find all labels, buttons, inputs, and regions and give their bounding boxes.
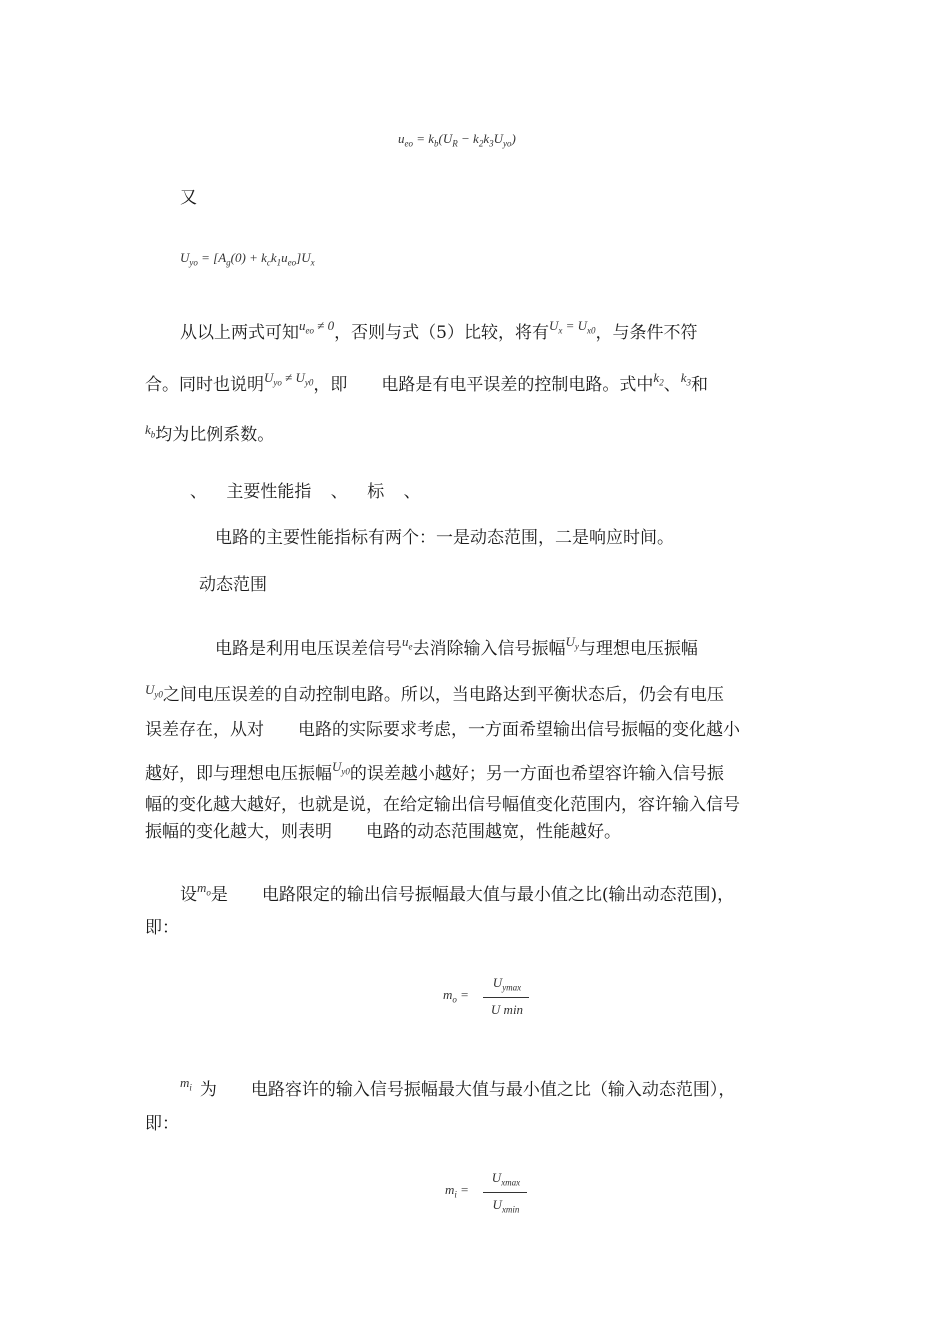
- para2-line4: [145, 759, 724, 791]
- fraction-mi: [445, 1170, 535, 1218]
- para1-text-f: 电路是有电平误差的控制电路。式中: [381, 375, 654, 395]
- eq1-rhs1-sub: b: [434, 138, 439, 149]
- eq2-f: ]U: [296, 250, 311, 265]
- para4-math-mi: mi: [180, 1075, 192, 1093]
- para1-math-ueo: ueo ≠ 0: [299, 318, 335, 336]
- para1-math-k2: k2: [653, 370, 664, 388]
- eq2-e: u: [281, 250, 288, 265]
- eq2-d-sub: 1: [276, 257, 282, 268]
- frac2-lhs: $m_i$ =: [445, 1182, 469, 1200]
- subheading-dynamic-range: 动态范围: [199, 575, 267, 595]
- frac2-numerator: $U_{xmax}$: [491, 1170, 521, 1188]
- para3-line1: [180, 880, 735, 912]
- para2-text-b: 去消除输入信号振幅: [412, 639, 566, 659]
- eq1-rhs2-sub: R: [452, 138, 458, 149]
- para2-text-f: 电路的实际要求考虑，一方面希望输出信号振幅的变化越小: [298, 720, 740, 740]
- para1-line2: [145, 370, 708, 402]
- para3-math-mo: mo: [197, 880, 211, 898]
- eq2-e-sub: eo: [287, 257, 297, 268]
- eq1-rhs2: (U: [438, 131, 453, 146]
- frac1-bar: [483, 997, 529, 998]
- para3-line2: 即：: [145, 918, 179, 938]
- eq1-rhs5: U: [493, 131, 503, 146]
- para2-text-c: 与理想电压振幅: [578, 639, 698, 659]
- para2-text-i: 振幅的变化越大，则表明: [145, 822, 332, 842]
- para2-math-uy: Uy: [565, 634, 579, 652]
- frac2-bar: [483, 1192, 527, 1193]
- para2-text-j: 电路的动态范围越宽，性能越好。: [366, 822, 621, 842]
- eq1-rhs5-sub: yo: [502, 138, 512, 149]
- eq2-d: k: [270, 250, 277, 265]
- para3-text-b: 是: [210, 885, 228, 905]
- para1-text-i: 均为比例系数。: [155, 425, 275, 445]
- eq2-a-sub: yo: [189, 257, 198, 268]
- para2-line6: [145, 821, 621, 843]
- para1-text-e: ，即: [313, 375, 348, 395]
- fraction-mo: [443, 975, 533, 1023]
- frac2-denominator: $U_{xmin}$: [492, 1197, 520, 1215]
- para2-line3: [145, 719, 740, 741]
- para1-math-k3: k3: [680, 370, 691, 388]
- para1-text-c: ，与条件不符: [595, 323, 698, 343]
- eq1-rhs3: − k: [457, 131, 479, 146]
- para2-line1: [215, 634, 698, 666]
- para2-text-d: 之间电压误差的自动控制电路。所以，当电路达到平衡状态后，仍会有电压: [162, 685, 724, 705]
- para4-text-a: 为: [199, 1080, 217, 1100]
- intro-text: 电路的主要性能指标有两个：一是动态范围，二是响应时间。: [215, 528, 674, 548]
- para2-math-uy0: Uy0: [145, 682, 163, 700]
- para1-line1: [180, 318, 698, 350]
- para1-line3: [145, 424, 274, 452]
- eq1-rhs6: ): [511, 131, 516, 146]
- para2-math-uy0-2: Uy0: [332, 759, 350, 777]
- para2-text-a: 电路是利用电压误差信号: [215, 639, 402, 659]
- para1-math-kb: kb: [145, 422, 156, 440]
- para1-text-h: 和: [690, 375, 708, 395]
- eq2-c: (0) + k: [230, 250, 267, 265]
- equation-2: [180, 250, 315, 268]
- eq2-f-sub: x: [310, 257, 315, 268]
- eq2-b: = [A: [197, 250, 227, 265]
- eq1-rhs4: k: [483, 131, 490, 146]
- eq2-b-sub: g: [226, 257, 231, 268]
- para2-line5: 幅的变化越大越好，也就是说，在给定输出信号幅值变化范围内，容许输入信号: [145, 795, 740, 815]
- eq2-a: U: [180, 250, 190, 265]
- para2-text-g: 越好，即与理想电压振幅: [145, 764, 332, 784]
- para1-text-g: 、: [663, 375, 681, 395]
- para1-text-a: 从以上两式可知: [180, 323, 299, 343]
- para4-line2: 即：: [145, 1114, 179, 1134]
- para2-line2: [145, 684, 724, 712]
- para3-text-c: 电路限定的输出信号振幅最大值与最小值之比(输出动态范围)，: [261, 885, 735, 905]
- eq1-rhs1: = k: [413, 131, 435, 146]
- frac1-denominator: U min: [490, 1002, 524, 1017]
- frac1-numerator: $U_{ymax}$: [492, 975, 522, 993]
- para2-text-e: 误差存在，从对: [145, 720, 264, 740]
- para1-math-uyo: Uyo ≠ Uy0: [264, 370, 314, 388]
- eq1-rhs3-sub: 2: [478, 138, 484, 149]
- frac1-lhs: $m_o$ =: [443, 987, 469, 1005]
- para1-text-d: 合。同时也说明: [145, 375, 264, 395]
- para3-text-a: 设: [180, 885, 197, 905]
- equation-1: [398, 131, 516, 149]
- para4-text-b: 电路容许的输入信号振幅最大值与最小值之比（输入动态范围），: [250, 1080, 736, 1100]
- para2-text-h: 的误差越小越好；另一方面也希望容许输入信号振: [349, 764, 724, 784]
- para1-math-ux: Ux = Ux0: [548, 318, 596, 336]
- para2-math-ue: ue: [402, 634, 413, 652]
- eq1-lhs-sub: eo: [404, 138, 413, 149]
- para1-text-b: ，否则与式（5）比较，将有: [334, 323, 549, 343]
- eq1-rhs4-sub: 3: [489, 138, 494, 149]
- text-you: 又: [180, 188, 197, 208]
- para4-line1: [180, 1075, 736, 1107]
- section-heading: 、 主要性能指 、 标 、: [190, 482, 421, 502]
- eq1-lhs: u: [398, 131, 405, 146]
- eq2-c-sub: c: [266, 257, 271, 268]
